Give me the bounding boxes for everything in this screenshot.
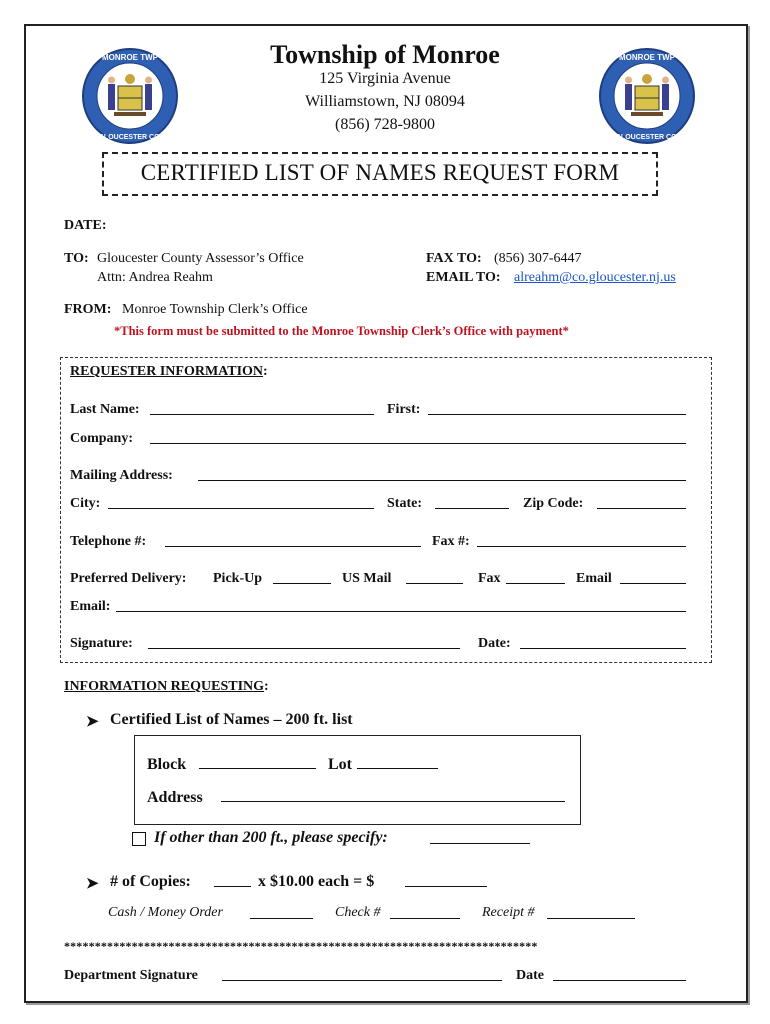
payment-cash-field[interactable]: [250, 906, 313, 919]
other-distance-field[interactable]: [430, 831, 530, 844]
department-date-field[interactable]: [553, 968, 686, 981]
state-field[interactable]: [435, 496, 509, 509]
company-field[interactable]: [150, 431, 686, 444]
pickup-option-field[interactable]: [273, 571, 331, 584]
total-amount-field[interactable]: [405, 874, 487, 887]
form-title: CERTIFIED LIST OF NAMES REQUEST FORM: [140, 160, 620, 185]
department-signature-label: Department Signature: [64, 968, 198, 983]
receipt-number-label: Receipt #: [482, 905, 535, 920]
requester-heading: REQUESTER INFORMATION:: [70, 364, 268, 379]
from-label: FROM:: [64, 302, 112, 317]
separator-stars: *****************************************************************************: [64, 939, 538, 953]
attn-value: Attn: Andrea Reahm: [97, 270, 213, 285]
company-label: Company:: [70, 431, 134, 446]
arrow-bullet-icon: ➤: [86, 876, 99, 892]
form-title-box: [102, 152, 658, 196]
usmail-option-label: US Mail: [342, 571, 392, 586]
block-lot-box: [134, 735, 581, 825]
copies-field[interactable]: [214, 874, 251, 887]
lot-label: Lot: [328, 756, 352, 773]
address-field[interactable]: [221, 789, 565, 802]
township-title: Township of Monroe: [270, 40, 500, 69]
svg-text:MONROE TWP: MONROE TWP: [102, 53, 158, 62]
last-name-label: Last Name:: [70, 402, 140, 417]
submission-notice: *This form must be submitted to the Monroe Township Clerk’s Office with payment*: [114, 324, 569, 338]
address-label: Address: [147, 789, 203, 806]
first-name-field[interactable]: [428, 402, 686, 415]
township-phone: (856) 728-9800: [335, 116, 435, 133]
telephone-field[interactable]: [165, 534, 421, 547]
city-label: City:: [70, 496, 101, 511]
fax-to-value: (856) 307-6447: [494, 251, 582, 266]
city-field[interactable]: [108, 496, 374, 509]
payment-cash-label: Cash / Money Order: [108, 905, 223, 920]
fax-option-field[interactable]: [506, 571, 565, 584]
first-name-label: First:: [387, 402, 421, 417]
preferred-delivery-label: Preferred Delivery:: [70, 571, 187, 586]
signature-label: Signature:: [70, 636, 133, 651]
to-value: Gloucester County Assessor’s Office: [97, 251, 304, 266]
check-number-label: Check #: [335, 905, 381, 920]
fax-label: Fax #:: [432, 534, 470, 549]
info-heading: INFORMATION REQUESTING:: [64, 679, 269, 694]
email-to-label: EMAIL TO:: [426, 270, 501, 285]
fax-to-label: FAX TO:: [426, 251, 482, 266]
township-address-line2: Williamstown, NJ 08094: [305, 93, 465, 110]
from-value: Monroe Township Clerk’s Office: [122, 302, 308, 317]
zip-code-label: Zip Code:: [523, 496, 584, 511]
mailing-address-field[interactable]: [198, 468, 686, 481]
fax-option-label: Fax: [478, 571, 501, 586]
state-label: State:: [387, 496, 422, 511]
email-option-field[interactable]: [620, 571, 686, 584]
block-label: Block: [147, 756, 187, 773]
block-field[interactable]: [199, 756, 316, 769]
email-to-link[interactable]: alreahm@co.gloucester.nj.us: [514, 270, 676, 285]
mailing-address-label: Mailing Address:: [70, 468, 173, 483]
signature-date-label: Date:: [478, 636, 511, 651]
svg-text:GLOUCESTER CO.: GLOUCESTER CO.: [615, 134, 679, 141]
other-distance-label: If other than 200 ft., please specify:: [154, 829, 388, 846]
signature-field[interactable]: [148, 636, 460, 649]
township-address-line1: 125 Virginia Avenue: [319, 70, 451, 87]
other-distance-checkbox[interactable]: [132, 832, 146, 846]
telephone-label: Telephone #:: [70, 534, 147, 549]
department-date-label: Date: [516, 968, 544, 983]
email-label: Email:: [70, 599, 111, 614]
last-name-field[interactable]: [150, 402, 374, 415]
fax-field[interactable]: [477, 534, 686, 547]
price-formula: x $10.00 each = $: [258, 873, 375, 890]
copies-label: # of Copies:: [110, 873, 191, 890]
svg-text:GLOUCESTER CO.: GLOUCESTER CO.: [98, 134, 162, 141]
usmail-option-field[interactable]: [406, 571, 463, 584]
email-field[interactable]: [116, 599, 686, 612]
to-label: TO:: [64, 251, 89, 266]
zip-code-field[interactable]: [597, 496, 686, 509]
svg-text:MONROE TWP: MONROE TWP: [619, 53, 675, 62]
certified-list-item: Certified List of Names – 200 ft. list: [110, 711, 353, 728]
date-label: DATE:: [64, 218, 107, 233]
department-signature-field[interactable]: [222, 968, 502, 981]
lot-field[interactable]: [357, 756, 438, 769]
pickup-option-label: Pick-Up: [213, 571, 262, 586]
arrow-bullet-icon: ➤: [86, 714, 99, 730]
check-number-field[interactable]: [390, 906, 460, 919]
receipt-number-field[interactable]: [547, 906, 635, 919]
signature-date-field[interactable]: [520, 636, 686, 649]
email-option-label: Email: [576, 571, 612, 586]
